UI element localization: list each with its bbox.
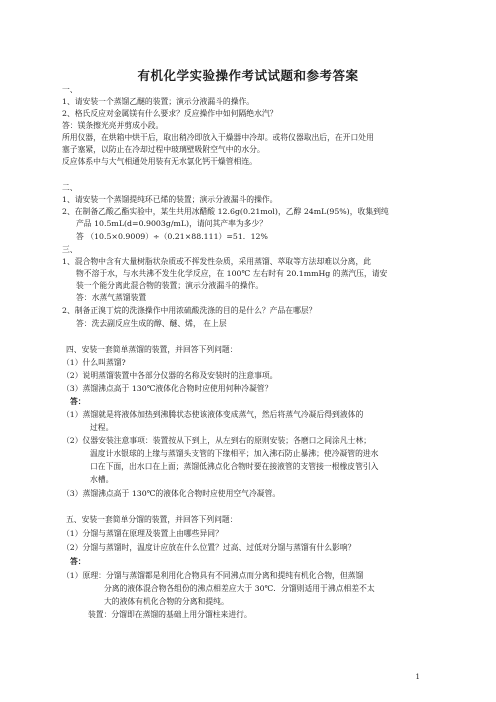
answer-line: 反应体系中与大气相通处用装有无水氯化钙干燥管相连。 <box>62 157 257 166</box>
document-title: 有机化学实验操作考试试题和参考答案 <box>137 68 359 83</box>
answer-line: 装置：分馏即在蒸馏的基础上用分馏柱来进行。 <box>88 610 252 619</box>
q4-3: （3）蒸馏沸点高于 130℃液体化合物时应使用何种冷凝管？ <box>62 384 273 393</box>
answer-line: 水槽。 <box>90 475 114 484</box>
answer-line: 答：水蒸气蒸馏装置 <box>76 293 147 302</box>
answer-line: 分离的液体混合物各组份的沸点相差应大于 30℃．分馏则适用于沸点相差不太 <box>104 584 375 593</box>
answer-line: 答：洗去副反应生成的醇、醚、烯， 在上层 <box>76 319 227 328</box>
q5-2: （2）分馏与蒸馏时，温度计应放在什么位置？过高、过低对分馏与蒸馏有什么影响？ <box>62 543 356 552</box>
q4-1: （1）什么叫蒸馏? <box>62 358 126 367</box>
answer-line: 所用仪器，在烘箱中烘干后，取出稍冷即放入干燥器中冷却。或将仪器取出后，在开口处用 <box>62 133 374 142</box>
page-number: 1 <box>415 673 420 681</box>
answer-line: （1）原理：分馏与蒸馏都是利用化合物具有不同沸点而分离和提纯有机化合物，但蒸馏 <box>62 571 364 580</box>
section-four-heading: 四、安装一套简单蒸馏的装置，并回答下列问题： <box>66 345 238 354</box>
answer-line: 塞子塞紧，以防止在冷却过程中玻璃壁吸附空气中的水分。 <box>62 145 265 154</box>
answer-label: 答： <box>70 557 86 566</box>
section-five-heading: 五、安装一套简单分馏的装置，并回答下列问题： <box>66 515 238 524</box>
q3-1-cont: 装一个能分离此混合物的装置；演示分液漏斗的操作。 <box>76 281 264 290</box>
answer-line: 答：镁条擦光亮并剪成小段。 <box>62 121 164 130</box>
q3-1-cont: 物不溶于水，与水共沸不发生化学反应，在 100℃ 左右时有 20.1mmHg 的蒸汽压，请安 <box>76 269 388 278</box>
q4-2: （2）说明蒸馏装置中各部分仪器的名称及安装时的注意事项。 <box>62 371 278 380</box>
answer-label: 答： <box>70 397 86 406</box>
answer-line: 答 （10.5×0.9009）÷（0.21×88.111）=51．12% <box>76 232 268 241</box>
answer-line: 温度计水银球的上缘与蒸馏头支管的下缘相平；加入沸石防止暴沸；使冷凝管的进水 <box>90 449 379 458</box>
answer-line: 口在下面，出水口在上面；蒸馏低沸点化合物时要在接液管的支管接一根橡皮管引入 <box>90 462 379 471</box>
q1-2: 2、格氏反应对金属镁有什么要求？反应操作中如何隔绝水汽？ <box>62 109 278 118</box>
answer-line: （3）蒸馏沸点高于 130℃的液体化合物时应使用空气冷凝管。 <box>62 489 281 498</box>
q3-2: 2、制备正溴丁烷的洗涤操作中用浓硫酸洗涤的目的是什么？产品在哪层？ <box>62 306 317 315</box>
q2-1: 1、请安装一个蒸馏提纯环已烯的装置；演示分液漏斗的操作。 <box>62 195 278 204</box>
answer-line: 大的液体有机化合物的分离和提纯。 <box>104 597 229 606</box>
q1-1: 1、请安装一个蒸馏乙醚的装置；演示分液漏斗的操作。 <box>62 97 255 106</box>
answer-line: （1）蒸馏就是将液体加热到沸腾状态使该液体变成蒸气，然后将蒸气冷凝后得到液体的 <box>62 410 364 419</box>
q2-2: 2、在制备乙酸乙酯实验中，某生共用冰醋酸 12.6g(0.21mol)，乙醇 24mL(95%)，收集到纯 <box>62 207 389 216</box>
answer-line: 过程。 <box>90 423 114 432</box>
q2-2-cont: 产品 10.5mL(d=0.9003g/mL)，请问其产率为多少？ <box>76 219 268 228</box>
section-one-heading: 一、 <box>62 85 78 94</box>
q3-1: 1、混合物中含有大量树脂状杂质或不挥发性杂质，采用蒸馏、萃取等方法却难以分离，此 <box>62 257 372 266</box>
answer-line: （2）仪器安装注意事项：装置按从下到上，从左到右的原则安装；各磨口之间涂凡士林； <box>62 436 372 445</box>
section-two-heading: 二、 <box>62 183 78 192</box>
section-three-heading: 三、 <box>62 245 78 254</box>
q5-1: （1）分馏与蒸馏在原理及装置上由哪些异同？ <box>62 529 223 538</box>
